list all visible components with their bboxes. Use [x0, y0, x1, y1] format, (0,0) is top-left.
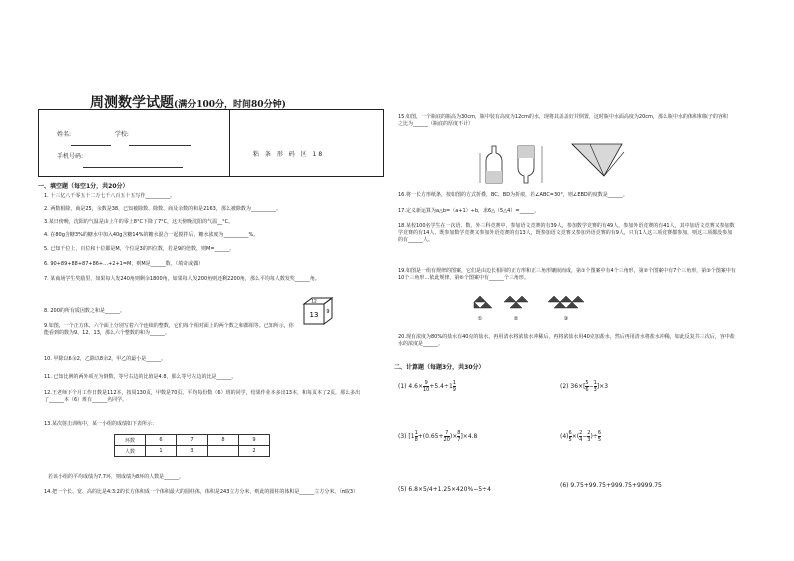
frac-den: 5: [568, 437, 572, 443]
frac-num: 8: [457, 430, 461, 436]
question-7: 7. 某商场学生奖励里，如果每人发240角则剩余1800角，如果每人发200角则还剩2200角，那么平均每人数发奖______角。: [44, 276, 320, 282]
calc-text: ]×3: [596, 383, 609, 390]
table-cell: 人数: [115, 446, 146, 457]
frac-den: 9: [452, 387, 456, 393]
table-cell: 6: [146, 435, 177, 446]
frac-den: 5: [597, 437, 602, 443]
pattern-label-1: ①: [477, 316, 483, 322]
frac-num: 6: [568, 430, 572, 436]
frac-den: 4: [579, 437, 583, 443]
question-4: 4. 在80g含糖3%的糖水中加入40g含糖14%的糖水混合一起搅拌后，糖水浓度为__________%。: [44, 232, 259, 238]
calc-text: )×: [449, 433, 458, 440]
frac-num: 5: [585, 380, 589, 386]
table-row: [115, 446, 270, 457]
question-20: 20.现有浓度为80%的盐水有40克的盐水，再用清水将浓盐水冲稀后，再将浓盐水用40克加盐水，然后再用清水将盐水冲稀，如此反复共三次后，容中盐水的浓度是______。: [398, 334, 735, 347]
phone-field[interactable]: [83, 167, 183, 168]
frac-num: 6: [597, 430, 602, 436]
question-3: 3.某日傍晚，沈阳的气温是由上午的零上8°C下降了7°C，这天傍晚沈阳的气温__°C。: [44, 219, 234, 225]
frac-num: 9: [424, 380, 428, 386]
info-fields: [57, 124, 191, 168]
pattern-label-3: ③: [563, 316, 569, 322]
fraction: [453, 380, 456, 393]
calc-text: )÷: [590, 433, 598, 440]
calc-2: [560, 380, 608, 393]
score-table: [114, 434, 270, 457]
calc-6: (6) 9.75+99.75+999.75+9999.75: [560, 482, 662, 489]
student-info-box: [38, 109, 384, 177]
calc-text: (3) [1: [398, 433, 415, 440]
question-19: 19.如图是一组有规律的图案，它们是由边长相同的正方形和正三角形镶嵌而成，第①个图案中有4个三角形，第②个图案中有7个三角形，第③个图案中有10个三角形…依此规律，第⑥个图案中有______个三角形。: [398, 268, 736, 281]
calc-text: (4): [560, 433, 569, 440]
calc-text: +5.4÷1: [429, 383, 453, 390]
table-cell: 7: [177, 435, 208, 446]
question-5: 5. 已知千位上，百位和十位都是M，个位是3的四位数，若是9的倍数，则M=______。: [44, 246, 235, 252]
school-label: 学校:: [114, 131, 129, 138]
frac-den: 3: [587, 437, 591, 443]
question-11: 11. 已知比例的两外项互为倒数，等号右边的比值是4.8，那么等号左边的比是______。: [44, 374, 237, 380]
question-1: 1. 十三亿八千零五十二万七千八百五十五写作__________。: [44, 193, 176, 199]
table-cell: 环数: [115, 435, 146, 446]
name-label: 姓名:: [57, 131, 72, 138]
frac-num: 7: [445, 430, 449, 436]
phone-label: 手机号码:: [57, 153, 84, 160]
question-6: 6. 90+89+88+87+86+…+2+1=M，则M是______数。（填奇或偶）: [44, 261, 204, 267]
cube-front-number: 13: [309, 311, 319, 319]
question-2: 2. 两数相除，商是25，余数是38，已知被除数、除数、商及余数的和是2163，那么被除数为__________。: [44, 206, 281, 212]
table-cell: [208, 446, 239, 457]
frac-den: 6: [585, 387, 589, 393]
pattern-label-2: ②: [513, 316, 519, 322]
question-12: 12.王老师下个月工作日数是112本，按周130页，甲数是70页，平均每份数（6）班的同学，结果作业本多出13本，和每页本了2页，那么多出了______本（6）班有______名同学。: [44, 390, 361, 403]
frac-num: 2: [587, 430, 591, 436]
section2-heading: 二、计算题（每题3分，共30分）: [394, 364, 485, 371]
frac-den: 3: [593, 387, 597, 393]
question-14: 14.把一个长、宽、高的比是4:3:2的长方体积成一个体积最大的圆柱体，体积是243立方分米，则此的圆柱的体积是______立方分米。（π取3）: [44, 489, 359, 495]
question-15: 15.如图，一个瓶底的瓶高为30cm，瓶中装有高度为12cm的水，现将其盖盖好并倒置，这时瓶中水面高度为20cm，那么瓶中水的体积和瓶子的容积之比为______（瓶底的厚度不计）: [398, 114, 728, 127]
calc-4: [560, 430, 601, 443]
calc-text: ]×4.8: [460, 433, 478, 440]
info-divider: [229, 110, 230, 176]
bottle-figure: [478, 143, 558, 185]
frac-den: 7: [457, 437, 461, 443]
calc-1: [398, 380, 456, 393]
calc-text: +(0.65+: [417, 433, 444, 440]
table-cell: 1: [146, 446, 177, 457]
question-9: 9.如图，一个正方体，六个面上分别写着六个连续的整数，它们每个相对面上的两个数之和都相等。已知所示，你能看到的数为9、12、13，那么六个整数的和为______。: [44, 323, 294, 336]
table-cell: 9: [239, 435, 270, 446]
calc-text: −: [588, 383, 594, 390]
cube-figure: [300, 296, 336, 328]
calc-3: [398, 430, 477, 443]
question-10: 10. 甲除以6余2，乙除以8余2，甲乙的最小是______。: [44, 356, 167, 362]
frac-den: 10: [422, 387, 430, 393]
section1-heading: 一、填空题（每空1分，共20分）: [38, 183, 129, 190]
table-row: [115, 435, 270, 446]
title-sub: (满分100分，时间80分钟): [174, 100, 286, 110]
question-13b: 若该小组的平均成绩为7.7环，则成绩为8环的人数是______。: [48, 474, 185, 480]
calc-5: (5) 6.8×5/4+1.25×420%−5÷4: [398, 486, 491, 493]
table-cell: 3: [177, 446, 208, 457]
calc-text: ×(: [571, 433, 580, 440]
cube-side-number: 9: [326, 309, 330, 315]
calc-text: (1) 4.6×: [398, 383, 423, 390]
table-cell: 2: [239, 446, 270, 457]
calc-text: −: [582, 433, 588, 440]
question-18: 18.某校100名学生在一次语、数、外三科竞赛中，参加语文竞赛的有39人，参加数学竞赛的有49人，参加外语竞赛的有41人，其中加语文竞赛又参加数学竞赛的有14人，既参加数学竞赛又参加外语竞赛的有13人，既参加语文竞赛又参加外语竞赛的有9人，只有1人这三项竞赛都参加，则这三项都没参加的有______人。: [398, 223, 735, 243]
frac-den: 20: [443, 437, 450, 443]
fraction: [598, 430, 601, 443]
table-cell: 8: [208, 435, 239, 446]
question-17: 17.定义新运算为a△b=（a+1）÷b，求6△（5△4）=______。: [398, 208, 540, 214]
triangle-pattern-figure: [470, 294, 620, 324]
frac-num: 1: [452, 380, 456, 386]
question-16: 16.将一长方形纸条，按如图的方式折叠，BC、BD为折痕，若∠ABC=30°，则∠EBD的度数是______。: [398, 192, 628, 198]
question-13: 13.某次射击训练中，某一小组的成绩如下表所示：: [44, 421, 157, 427]
title-main: 周测数学试题: [90, 95, 174, 111]
frac-num: 1: [414, 430, 418, 436]
calc-text: (2) 36×[: [560, 383, 586, 390]
barcode-area: 粘 条 形 码 区 18: [253, 151, 325, 158]
frac-num: 2: [579, 430, 583, 436]
frac-den: 8: [414, 437, 418, 443]
folded-paper-figure: [570, 138, 626, 180]
question-8: 8. 200的所有质因数之和是______。: [44, 308, 125, 314]
cube-top-number: 12: [311, 299, 317, 305]
frac-num: 1: [593, 380, 597, 386]
